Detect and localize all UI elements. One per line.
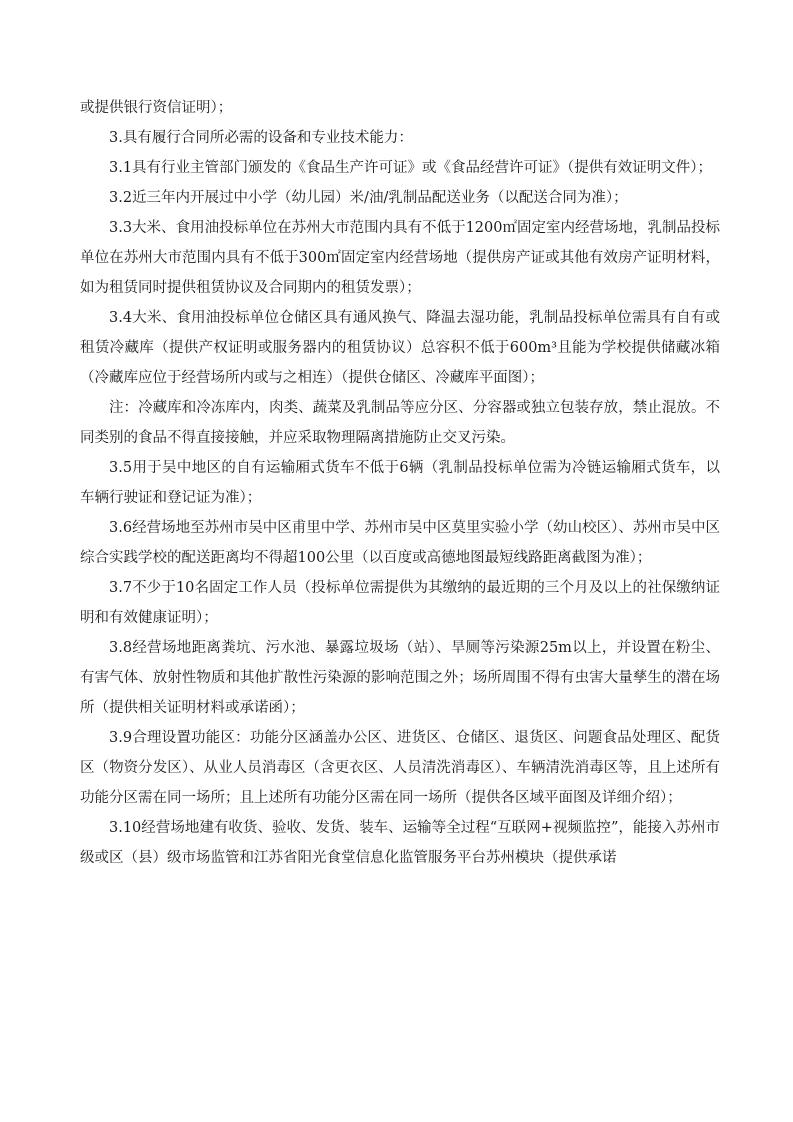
paragraph-requirement-3-1: 3.1具有行业主管部门颁发的《食品生产许可证》或《食品经营许可证》（提供有效证明文件）； [109,160,713,176]
paragraph-note: 注：冷藏库和冷冻库内，肉类、蔬菜及乳制品等应分区、分容器或独立包装存放，禁止混放。不同类别的食品不得直接接触，并应采取物理隔离措施防止交叉污染。 [80,400,720,446]
paragraph-requirement-3-3: 3.3大米、食用油投标单位在苏州大市范围内具有不低于1200㎡固定室内经营场地，乳制品投标单位在苏州大市范围内具有不低于300㎡固定室内经营场地（提供房产证或其他有效房产证明材料，如为租赁同时提供租赁协议及合同期内的租赁发票）； [80,220,720,296]
paragraph-requirement-3-6: 3.6经营场地至苏州市吴中区甫里中学、苏州市吴中区莫里实验小学（幼山校区）、苏州市吴中区综合实践学校的配送距离均不得超100公里（以百度或高德地图最短线路距离截图为准）； [80,520,720,566]
paragraph-requirement-3-4: 3.4大米、食用油投标单位仓储区具有通风换气、降温去湿功能，乳制品投标单位需具有自有或租赁冷藏库（提供产权证明或服务器内的租赁协议）总容积不低于600m³且能为学校提供储藏冰箱（冷藏库应位于经营场所内或与之相连）（提供仓储区、冷藏库平面图）； [80,310,720,386]
document-body [80,93,720,873]
paragraph-requirement-3-8: 3.8经营场地距离粪坑、污水池、暴露垃圾场（站）、旱厕等污染源25m以上，并设置在粉尘、有害气体、放射性物质和其他扩散性污染源的影响范围之外；场所周围不得有虫害大量孳生的潜在场所（提供相关证明材料或承诺函）； [80,640,720,716]
paragraph-requirement-3-2: 3.2近三年内开展过中小学（幼儿园）米/油/乳制品配送业务（以配送合同为准）； [109,190,628,206]
paragraph-requirement-3-7: 3.7不少于10名固定工作人员（投标单位需提供为其缴纳的最近期的三个月及以上的社保缴纳证明和有效健康证明）； [80,580,720,626]
paragraph-requirement-3-5: 3.5用于吴中地区的自有运输厢式货车不低于6辆（乳制品投标单位需为冷链运输厢式货车，以车辆行驶证和登记证为准）； [80,460,720,506]
paragraph-requirement-3-9: 3.9合理设置功能区：功能分区涵盖办公区、进货区、仓储区、退货区、问题食品处理区、配货区（物资分发区）、从业人员消毒区（含更衣区、人员清洗消毒区）、车辆清洗消毒区等，且上述所有功能分区需在同一场所；且上述所有功能分区需在同一场所（提供各区域平面图及详细介绍）； [80,730,720,806]
paragraph-requirement-3-10: 3.10经营场地建有收货、验收、发货、装车、运输等全过程“互联网+视频监控”，能接入苏州市级或区（县）级市场监管和江苏省阳光食堂信息化监管服务平台苏州模块（提供承诺 [80,820,720,866]
paragraph-requirement-3: 3.具有履行合同所必需的设备和专业技术能力： [109,130,413,146]
paragraph-bank-credit-continuation: 或提供银行资信证明）； [80,100,233,116]
